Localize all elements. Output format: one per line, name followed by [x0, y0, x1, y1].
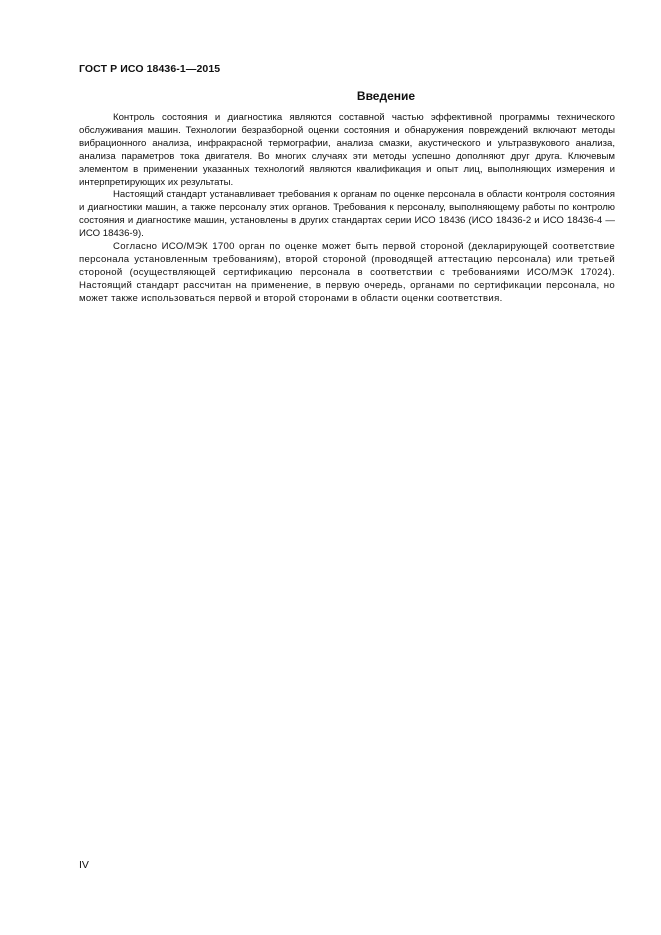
paragraph: Контроль состояния и диагностика являются составной частью эффективной программы технического обслуживания машин. Технологии безразборной оценки состояния и обнаружения повреждений включают методы вибрационного анализа, инфракрасной термографии, анализа смазки, акустического и ультразвукового анализа, анализа параметров тока двигателя. Во многих случаях эти методы успешно дополняют друг друга. Ключевым элементом в применении указанных технологий являются квалификация и опыт лиц, выполняющих измерения и интерпретирующих их результаты. — [79, 112, 615, 188]
section-title: Введение — [356, 89, 416, 103]
page-number: IV — [79, 859, 89, 871]
paragraph: Настоящий стандарт устанавливает требования к органам по оценке персонала в области контроля состояния и диагностики машин, а также персоналу этих органов. Требования к персоналу, выполняющему работы по контролю состояния и диагностике машин, установлены в других стандартах серии ИСО 18436 (ИСО 18436-2 и ИСО 18436-4 — ИСО 18436-9). — [79, 189, 615, 240]
paragraph: Согласно ИСО/МЭК 1700 орган по оценке может быть первой стороной (декларирующей соответствие персонала установленным требованиям), второй стороной (проводящей аттестацию персонала) или третьей стороной (осуществляющей сертификацию персонала в соответствии с требованиями ИСО/МЭК 17024). Настоящий стандарт рассчитан на применение, в первую очередь, органами по сертификации персонала, но может также использоваться первой и второй сторонами в области оценки соответствия. — [79, 241, 615, 304]
standard-code-header: ГОСТ Р ИСО 18436-1—2015 — [79, 63, 221, 75]
introduction-body — [79, 112, 615, 306]
